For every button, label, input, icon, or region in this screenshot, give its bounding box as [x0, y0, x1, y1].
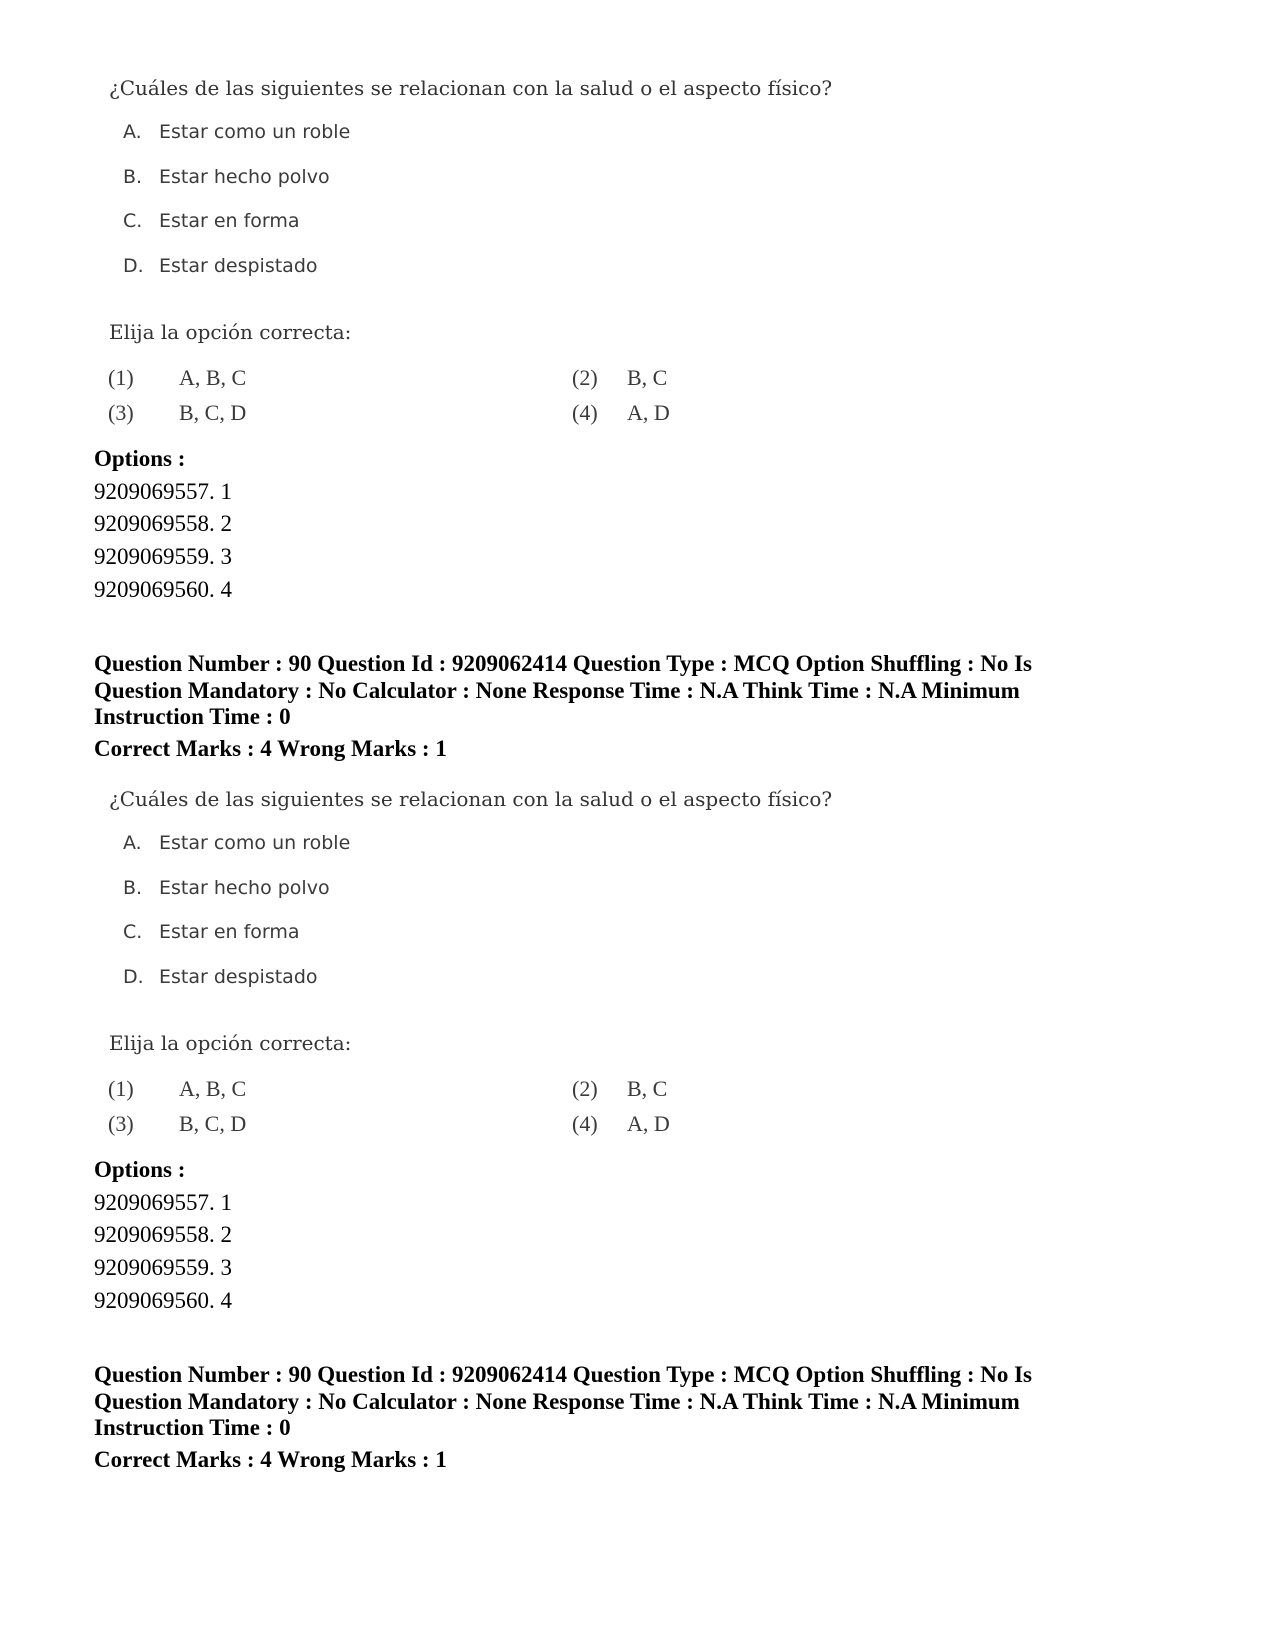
options-heading: Options :	[94, 1157, 186, 1182]
pair-text: B, C, D	[179, 1111, 247, 1136]
statement-text: Estar como un roble	[159, 832, 351, 854]
question-block-b	[0, 711, 1275, 1331]
answer-pair-4	[572, 400, 670, 426]
pair-text: A, D	[627, 400, 670, 425]
pair-text: A, D	[627, 1111, 670, 1136]
statement-c	[123, 210, 300, 232]
pair-text: B, C	[627, 1076, 668, 1101]
statement-d	[123, 966, 318, 988]
answer-pair-2	[572, 365, 667, 391]
statement-b	[123, 877, 330, 899]
answer-pair-3	[108, 400, 246, 426]
statement-b	[123, 166, 330, 188]
statement-c	[123, 921, 300, 943]
pair-number: (2)	[572, 1076, 598, 1101]
pair-text: B, C, D	[179, 400, 247, 425]
statement-text: Estar en forma	[159, 921, 300, 943]
answer-pair-1	[108, 365, 246, 391]
answer-pair-4	[572, 1111, 670, 1137]
question-meta: Question Number : 90 Question Id : 9209062414 Question Type : MCQ Option Shuffling : No Is Question Mandatory : No Calculator : None Response Time : N.A Think Time : N.A Minimum Instruction Time : 0	[94, 651, 1033, 729]
statement-text: Estar como un roble	[159, 121, 351, 143]
option-item: 9209069559. 3	[94, 544, 232, 569]
choose-instruction: Elija la opción correcta:	[109, 1031, 352, 1055]
pair-number: (3)	[108, 1111, 134, 1136]
pair-number: (4)	[572, 400, 598, 425]
statement-a	[123, 832, 350, 854]
choose-instruction: Elija la opción correcta:	[109, 320, 352, 344]
statement-letter: B.	[123, 166, 143, 188]
statement-text: Estar en forma	[159, 210, 300, 232]
option-item: 9209069558. 2	[94, 511, 232, 536]
statement-text: Estar despistado	[159, 966, 318, 988]
pair-text: B, C	[627, 365, 668, 390]
question-prompt: ¿Cuáles de las siguientes se relacionan con la salud o el aspecto físico?	[109, 76, 833, 100]
marks-line: Correct Marks : 4 Wrong Marks : 1	[94, 1447, 447, 1472]
question-prompt: ¿Cuáles de las siguientes se relacionan con la salud o el aspecto físico?	[109, 787, 833, 811]
marks-line: Correct Marks : 4 Wrong Marks : 1	[94, 736, 447, 761]
pair-number: (3)	[108, 400, 134, 425]
statement-d	[123, 255, 318, 277]
options-heading: Options :	[94, 446, 186, 471]
question-meta: Question Number : 90 Question Id : 9209062414 Question Type : MCQ Option Shuffling : No Is Question Mandatory : No Calculator : None Response Time : N.A Think Time : N.A Minimum Instruction Time : 0	[94, 1362, 1033, 1440]
statement-text: Estar hecho polvo	[159, 166, 330, 188]
statement-letter: A.	[123, 121, 142, 143]
answer-pair-2	[572, 1076, 667, 1102]
option-item: 9209069558. 2	[94, 1222, 232, 1247]
option-item: 9209069560. 4	[94, 577, 232, 602]
pair-text: A, B, C	[179, 365, 247, 390]
pair-number: (4)	[572, 1111, 598, 1136]
pair-text: A, B, C	[179, 1076, 247, 1101]
statement-letter: D.	[123, 966, 144, 988]
statement-text: Estar hecho polvo	[159, 877, 330, 899]
question-block-a	[0, 0, 1275, 620]
statement-letter: D.	[123, 255, 144, 277]
answer-pair-3	[108, 1111, 246, 1137]
statement-letter: B.	[123, 877, 143, 899]
option-item: 9209069557. 1	[94, 1190, 232, 1215]
pair-number: (1)	[108, 1076, 134, 1101]
answer-pair-1	[108, 1076, 246, 1102]
statement-letter: A.	[123, 832, 142, 854]
option-item: 9209069557. 1	[94, 479, 232, 504]
pair-number: (1)	[108, 365, 134, 390]
pair-number: (2)	[572, 365, 598, 390]
option-item: 9209069559. 3	[94, 1255, 232, 1280]
statement-letter: C.	[123, 921, 143, 943]
option-item: 9209069560. 4	[94, 1288, 232, 1313]
statement-letter: C.	[123, 210, 143, 232]
statement-text: Estar despistado	[159, 255, 318, 277]
statement-a	[123, 121, 350, 143]
